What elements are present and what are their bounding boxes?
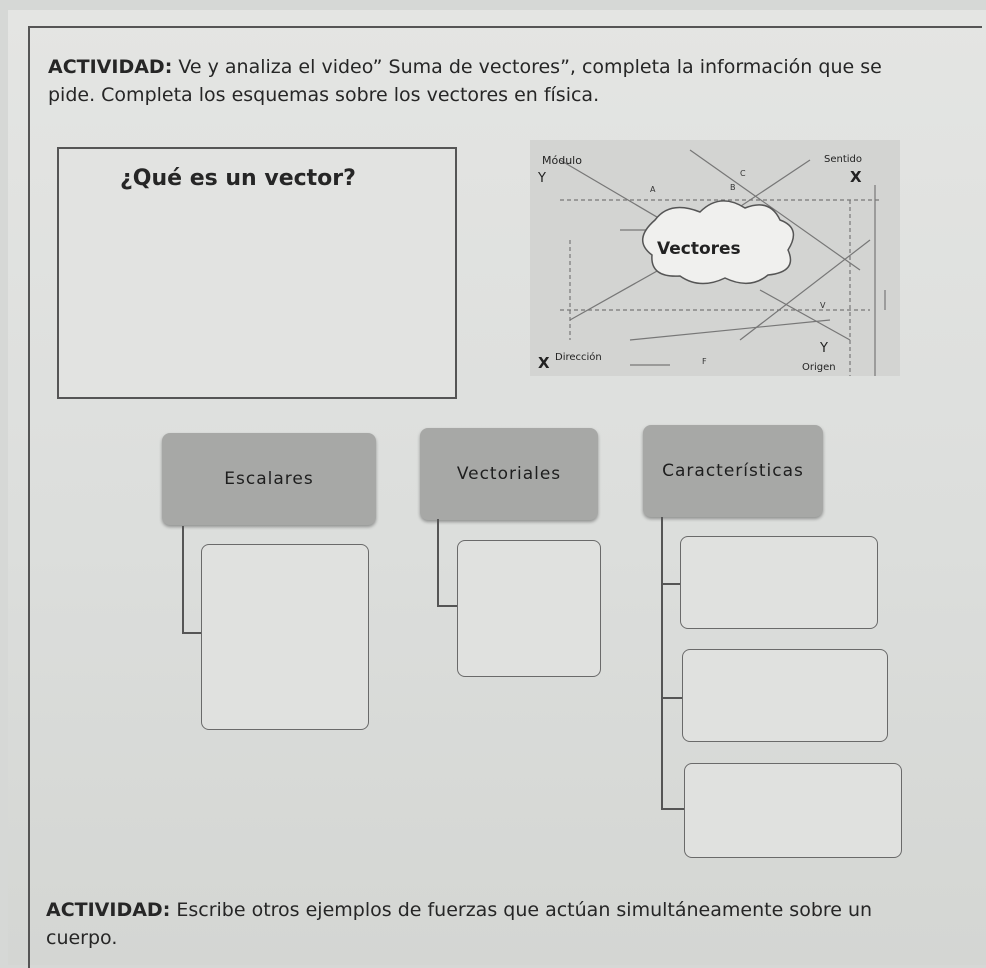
vectors-collage-graphic	[530, 140, 900, 376]
activity-2-text-1: Escribe otros ejemplos de fuerzas que actúan simultáneamente sobre un	[176, 899, 873, 921]
vectors-collage	[530, 140, 900, 376]
vectoriales-answer-box[interactable]	[457, 540, 601, 677]
question-title: ¿Qué es un vector?	[120, 166, 356, 191]
collage-vectores-label: Vectores	[657, 239, 741, 259]
escalares-connector	[182, 526, 184, 634]
vectoriales-connector-branch	[437, 605, 457, 607]
activity-2-label: ACTIVIDAD:	[46, 899, 171, 921]
collage-letter-b: B	[730, 183, 736, 192]
activity-2-line-1	[46, 897, 872, 923]
collage-y-label-bottom: Y	[820, 341, 828, 356]
collage-x-label-top: X	[850, 168, 862, 186]
caracteristica-answer-box-1[interactable]	[680, 536, 878, 629]
caracteristicas-connector-branch-2	[661, 697, 683, 699]
caracteristicas-connector-branch-3	[661, 808, 685, 810]
activity-1-line-2: pide. Completa los esquemas sobre los vectores en física.	[48, 84, 600, 106]
collage-direccion-label: Dirección	[555, 352, 602, 363]
caracteristicas-label: Características	[662, 461, 804, 481]
collage-origen-label: Origen	[802, 362, 836, 373]
caracteristicas-header	[643, 425, 823, 517]
collage-letter-v: V	[820, 301, 826, 310]
escalares-answer-box[interactable]	[201, 544, 369, 730]
caracteristica-answer-box-3[interactable]	[684, 763, 902, 858]
vectoriales-header	[420, 428, 598, 520]
escalares-header	[162, 433, 376, 525]
activity-1-text-1: Ve y analiza el video” Suma de vectores”, completa la información que se	[178, 56, 882, 78]
activity-1-line-1	[48, 54, 882, 80]
collage-letter-f: F	[702, 357, 707, 366]
activity-2-line-2: cuerpo.	[46, 927, 118, 949]
collage-y-label-top: Y	[538, 171, 546, 186]
escalares-connector-branch	[182, 632, 202, 634]
caracteristicas-connector	[661, 517, 663, 810]
escalares-label: Escalares	[224, 469, 314, 489]
collage-sentido-label: Sentido	[824, 154, 863, 165]
caracteristica-answer-box-2[interactable]	[682, 649, 888, 742]
vectoriales-label: Vectoriales	[456, 464, 562, 484]
caracteristicas-connector-branch-1	[661, 583, 681, 585]
collage-modulo-label: Módulo	[542, 154, 582, 167]
activity-1-label: ACTIVIDAD:	[48, 56, 173, 78]
collage-letter-c: C	[740, 169, 746, 178]
vectoriales-connector	[437, 519, 439, 607]
collage-letter-a: A	[650, 185, 656, 194]
collage-x-label-bottom: X	[538, 354, 550, 372]
